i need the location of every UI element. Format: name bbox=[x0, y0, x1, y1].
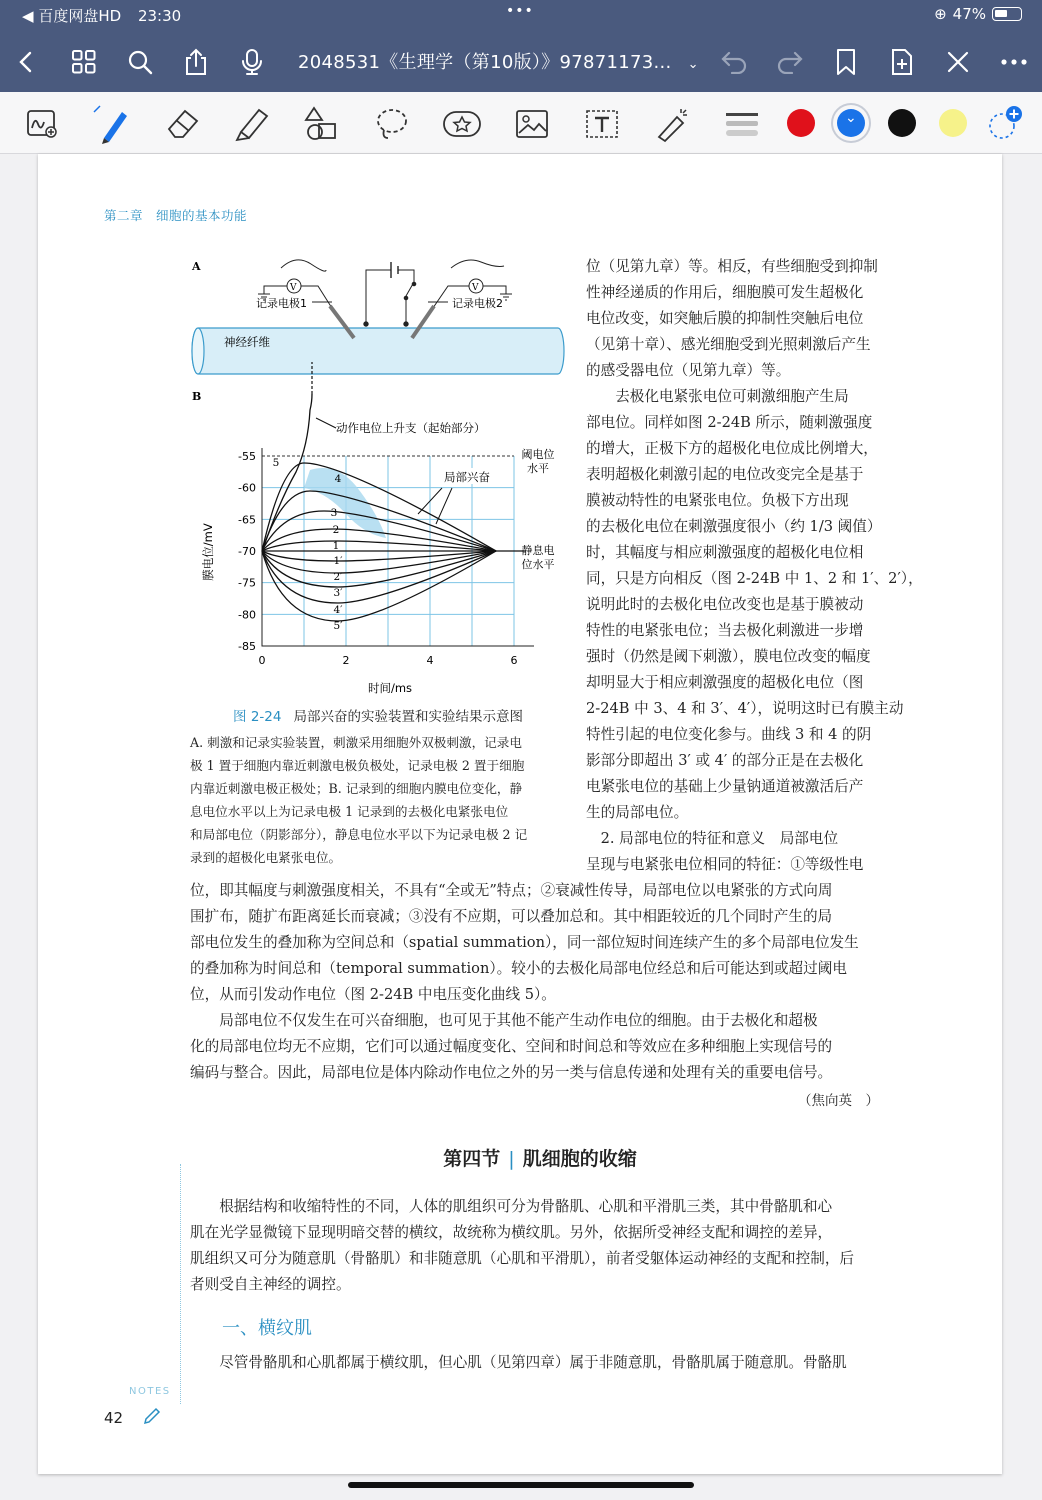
threshold-label-1: 阈电位 bbox=[521, 448, 555, 461]
y-axis-label: 膜电位/mV bbox=[201, 523, 215, 581]
sticker-tool[interactable] bbox=[442, 104, 482, 144]
y-tick-label: -55 bbox=[238, 450, 256, 463]
pen-icon bbox=[92, 104, 132, 144]
chevron-down-icon: ⌄ bbox=[845, 110, 857, 126]
lasso-tool[interactable] bbox=[372, 104, 412, 144]
curve-label: 1′ bbox=[333, 555, 343, 567]
document-page[interactable] bbox=[38, 154, 1002, 1474]
curve-label: 4 bbox=[334, 473, 342, 485]
more-button[interactable] bbox=[996, 40, 1032, 84]
source-app[interactable]: 百度网盘HD bbox=[38, 7, 122, 25]
text-line: 围扩布，随扩布距离延长而衰减；③没有不应期，可以叠加总和。其中相距较近的几个同时产生的局 bbox=[190, 908, 833, 925]
body-last-line: 尽管骨骼肌和心肌都属于横纹肌，但心肌（见第四章）属于非随意肌，骨骼肌属于随意肌。骨骼肌 bbox=[190, 1354, 847, 1371]
text-line: 2-24B 中 3、4 和 3′、4′），说明这时已有膜主动 bbox=[586, 700, 904, 717]
color-red-swatch[interactable] bbox=[787, 109, 815, 137]
text-line: 生的局部电位。 bbox=[586, 804, 689, 821]
caption-line: 录到的超极化电紧张电位。 bbox=[190, 850, 342, 865]
text-line: 说明此时的去极化电位改变也是基于膜被动 bbox=[586, 596, 864, 613]
text-line: 特性的电紧张电位；当去极化刺激进一步增 bbox=[586, 622, 864, 639]
notes-margin-line bbox=[180, 1164, 181, 1404]
x-tick-label: 6 bbox=[510, 654, 518, 667]
text-line: 的去极化电位在刺激强度很小（约 1/3 阈值） bbox=[586, 518, 882, 535]
bookmark-icon bbox=[835, 48, 857, 76]
x-tick-label: 2 bbox=[342, 654, 350, 667]
text-box-icon bbox=[585, 108, 619, 140]
right-column-text bbox=[586, 254, 923, 878]
curve-label: 5′ bbox=[333, 620, 343, 632]
caption-line: 极 1 置于细胞内靠近刺激电极负极处，记录电极 2 置于细胞 bbox=[190, 758, 525, 773]
redo-icon bbox=[776, 50, 804, 74]
caption-title: 局部兴奋的实验装置和实验结果示意图 bbox=[293, 709, 523, 725]
document-title[interactable]: 2048531《生理学（第10版）》97871173... ⌄ bbox=[298, 52, 699, 73]
y-tick-label: -75 bbox=[238, 576, 256, 590]
color-yellow-swatch[interactable] bbox=[939, 109, 967, 137]
figure-caption bbox=[190, 706, 566, 869]
text-line: 膜被动特性的电紧张电位。负极下方出现 bbox=[586, 492, 849, 509]
text-line: 部电位发生的叠加称为空间总和（spatial summation），同一部位短时间连续产生的多个局部电位发生 bbox=[190, 934, 859, 951]
text-line: 表明超极化刺激引起的电位改变完全是基于 bbox=[586, 466, 864, 483]
undo-button[interactable] bbox=[716, 40, 752, 84]
add-color-icon bbox=[984, 104, 1024, 144]
grid-icon bbox=[71, 49, 97, 75]
text-line: 2. 局部电位的特征和意义 局部电位 bbox=[586, 830, 839, 847]
star-sticker-icon bbox=[442, 108, 482, 140]
battery-icon bbox=[992, 7, 1022, 21]
add-page-icon bbox=[890, 48, 914, 76]
chapter-header: 第二章 细胞的基本功能 bbox=[104, 208, 248, 223]
section-title: 肌细胞的收缩 bbox=[522, 1148, 637, 1170]
microphone-icon bbox=[241, 48, 263, 76]
add-color-button[interactable] bbox=[984, 104, 1024, 144]
status-bar bbox=[0, 5, 1042, 27]
notes-pen-icon[interactable] bbox=[142, 1406, 162, 1426]
pen-off-icon bbox=[945, 49, 971, 75]
potential-curve bbox=[262, 551, 496, 561]
text-line: 呈现与电紧张电位相同的特征：①等级性电 bbox=[586, 856, 864, 873]
x-tick-label: 0 bbox=[258, 654, 266, 667]
text-line: 编码与整合。因此，局部电位是体内除动作电位之外的另一类与信息传递和处理有关的重要电信号。 bbox=[190, 1064, 833, 1081]
y-tick-label: -70 bbox=[238, 545, 256, 558]
handwriting-tool[interactable] bbox=[22, 104, 62, 144]
y-ticks bbox=[238, 450, 256, 653]
text-line: 肌组织又可分为随意肌（骨骼肌）和非随意肌（心肌和平滑肌），前者受躯体运动神经的支配和控制，后 bbox=[190, 1250, 855, 1267]
text-line: 特性引起的电位变化参与。曲线 3 和 4 的阴 bbox=[586, 726, 872, 743]
text-line: 电紧张电位的基础上少量钠通道被激活后产 bbox=[586, 778, 864, 795]
text-line: 肌在光学显微镜下显现明暗交替的横纹，故统称为横纹肌。另外，依据所受神经支配和调控的差异， bbox=[190, 1224, 833, 1241]
curve-label: 2′ bbox=[333, 571, 343, 583]
text-line: 部电位。同样如图 2-24B 所示，随刺激强度 bbox=[586, 414, 873, 431]
potential-curves bbox=[262, 463, 526, 621]
electrode1-label: 记录电极1 bbox=[256, 297, 307, 310]
y-tick-label: -65 bbox=[238, 513, 256, 527]
undo-icon bbox=[720, 50, 748, 74]
battery-percent: 47% bbox=[952, 5, 986, 23]
electrode2-label: 记录电极2 bbox=[452, 297, 503, 310]
body-paragraph-local-potential bbox=[190, 878, 894, 1086]
search-button[interactable] bbox=[122, 40, 158, 84]
laser-pointer-tool[interactable] bbox=[652, 104, 692, 144]
image-tool[interactable] bbox=[512, 104, 552, 144]
rest-label-2: 位水平 bbox=[521, 558, 555, 571]
potential-curve bbox=[262, 541, 496, 551]
stroke-width-icon bbox=[724, 110, 760, 138]
eraser-icon bbox=[163, 107, 201, 141]
curve-label: 3 bbox=[330, 507, 338, 519]
page-number: 42 bbox=[104, 1406, 162, 1427]
shapes-icon bbox=[304, 106, 340, 142]
section-intro-paragraph bbox=[190, 1194, 894, 1298]
author-credit: （焦向英 ） bbox=[798, 1093, 879, 1109]
text-line: 根据结构和收缩特性的不同，人体的肌组织可分为骨骼肌、心肌和平滑肌三类，其中骨骼肌和心 bbox=[190, 1198, 833, 1215]
curve-label: 4′ bbox=[333, 604, 343, 616]
x-ticks bbox=[259, 654, 518, 667]
text-line: 局部电位不仅发生在可兴奋细胞，也可见于其他不能产生动作电位的细胞。由于去极化和超极 bbox=[190, 1012, 818, 1029]
ap-label: 动作电位上升支（起始部分） bbox=[336, 421, 486, 435]
lasso-icon bbox=[374, 106, 410, 142]
caption-line: 和局部电位（阴影部分），静息电位水平以下为记录电极 2 记 bbox=[190, 827, 528, 842]
clock: 23:30 bbox=[137, 7, 182, 25]
curve-label: 2 bbox=[332, 524, 340, 536]
share-icon bbox=[183, 48, 209, 76]
text-line: 的增大，正极下方的超极化电位成比例增大， bbox=[586, 440, 878, 457]
top-bar bbox=[0, 0, 1042, 92]
redo-button[interactable] bbox=[772, 40, 808, 84]
laser-pointer-icon bbox=[653, 105, 691, 143]
local-excitation-label: 局部兴奋 bbox=[444, 470, 490, 484]
text-line: 位（见第九章）等。相反，有些细胞受到抑制 bbox=[586, 258, 878, 275]
caption-line: 息电位水平以上为记录电极 1 记录到的去极化电紧张电位 bbox=[190, 804, 509, 819]
handwriting-icon bbox=[25, 108, 59, 140]
bookmark-button[interactable] bbox=[828, 40, 864, 84]
chevron-left-icon bbox=[16, 50, 36, 74]
share-button[interactable] bbox=[178, 40, 214, 84]
y-tick-label: -60 bbox=[238, 481, 256, 495]
section-divider: | bbox=[508, 1148, 515, 1170]
threshold-label-2: 水平 bbox=[527, 462, 549, 475]
text-line: 强时（仍然是阈下刺激），膜电位改变的幅度 bbox=[586, 648, 871, 665]
text-line: （见第十章）、感光细胞受到光照刺激后产生 bbox=[586, 336, 871, 353]
section-heading bbox=[38, 1144, 1042, 1171]
y-tick-label: -85 bbox=[238, 640, 256, 653]
shaded-local-response bbox=[304, 468, 386, 538]
shape-tool[interactable] bbox=[302, 104, 342, 144]
figure-label-a: A bbox=[192, 260, 201, 273]
thumbnails-button[interactable] bbox=[66, 40, 102, 84]
text-line: 却明显大于相应刺激强度的超极化电位（图 bbox=[586, 674, 864, 691]
text-line: 的感受器电位（见第九章）等。 bbox=[586, 362, 791, 379]
text-line: 化的局部电位均无不应期，它们可以通过幅度变化、空间和时间总和等效应在多种细胞上实现信号的 bbox=[190, 1038, 833, 1055]
text-line: 的叠加称为时间总和（temporal summation）。较小的去极化局部电位经总和后可能达到或超过阈电 bbox=[190, 960, 847, 977]
v-label-left: V bbox=[290, 283, 297, 293]
section-number: 第四节 bbox=[443, 1148, 501, 1170]
text-line: 时，其幅度与相应刺激强度的超极化电位相 bbox=[586, 544, 864, 561]
home-indicator[interactable] bbox=[348, 1482, 694, 1488]
x-tick-label: 4 bbox=[426, 654, 434, 667]
figure-number: 图 2-24 bbox=[233, 709, 282, 725]
caption-line: A. 刺激和记录实验装置，刺激采用细胞外双极刺激，记录电 bbox=[190, 735, 522, 750]
figure-label-b: B bbox=[192, 390, 202, 403]
figure-2-24 bbox=[186, 252, 576, 704]
back-to-app-icon[interactable]: ◀ bbox=[22, 7, 39, 25]
curve-label: 1 bbox=[332, 540, 340, 552]
subsection-heading: 一、横纹肌 bbox=[222, 1318, 312, 1339]
close-tools-button[interactable] bbox=[940, 40, 976, 84]
v-label-right: V bbox=[472, 283, 479, 293]
text-line: 位，从而引发动作电位（图 2-24B 中电压变化曲线 5）。 bbox=[190, 986, 556, 1003]
image-icon bbox=[515, 109, 549, 139]
search-icon bbox=[127, 49, 153, 75]
notes-label: NOTES bbox=[129, 1386, 171, 1397]
fiber-label: 神经纤维 bbox=[224, 335, 270, 349]
orientation-lock-icon: ⊕ bbox=[934, 5, 947, 23]
text-tool[interactable] bbox=[582, 104, 622, 144]
add-page-button[interactable] bbox=[884, 40, 920, 84]
y-tick-label: -80 bbox=[238, 608, 256, 622]
chevron-down-icon[interactable]: ⌄ bbox=[687, 57, 699, 72]
x-axis-label: 时间/ms bbox=[367, 681, 413, 695]
rest-label-1: 静息电 bbox=[521, 544, 555, 557]
caption-line: 内靠近刺激电极正极处；B. 记录到的细胞内膜电位变化，静 bbox=[190, 781, 523, 796]
curve-label: 5 bbox=[272, 457, 280, 469]
color-black-swatch[interactable] bbox=[888, 109, 916, 137]
text-line: 性神经递质的作用后，细胞膜可发生超极化 bbox=[586, 284, 864, 301]
more-icon bbox=[1000, 58, 1028, 66]
text-line: 去极化电紧张电位可刺激细胞产生局 bbox=[586, 388, 849, 405]
stroke-width-selector[interactable] bbox=[722, 104, 762, 144]
highlighter-tool[interactable] bbox=[232, 104, 272, 144]
text-line: 影部分即超出 3′ 或 4′ 的部分正是在去极化 bbox=[586, 752, 864, 769]
curve-label: 3′ bbox=[333, 587, 343, 599]
text-line: 电位改变，如突触后膜的抑制性突触后电位 bbox=[586, 310, 864, 327]
voice-button[interactable] bbox=[234, 40, 270, 84]
pen-tool[interactable] bbox=[92, 104, 132, 144]
multitask-dots[interactable]: ••• bbox=[506, 3, 534, 19]
annotation-toolbar bbox=[0, 92, 1042, 154]
nav-row bbox=[0, 40, 1042, 84]
text-line: 位，即其幅度与刺激强度相关，不具有“全或无”特点；②衰减性传导，局部电位以电紧张的方式向周 bbox=[190, 882, 833, 899]
eraser-tool[interactable] bbox=[162, 104, 202, 144]
highlighter-icon bbox=[233, 106, 271, 142]
back-button[interactable] bbox=[8, 40, 44, 84]
text-line: 同，只是方向相反（图 2-24B 中 1、2 和 1′、2′）， bbox=[586, 570, 923, 587]
text-line: 者则受自主神经的调控。 bbox=[190, 1276, 351, 1293]
